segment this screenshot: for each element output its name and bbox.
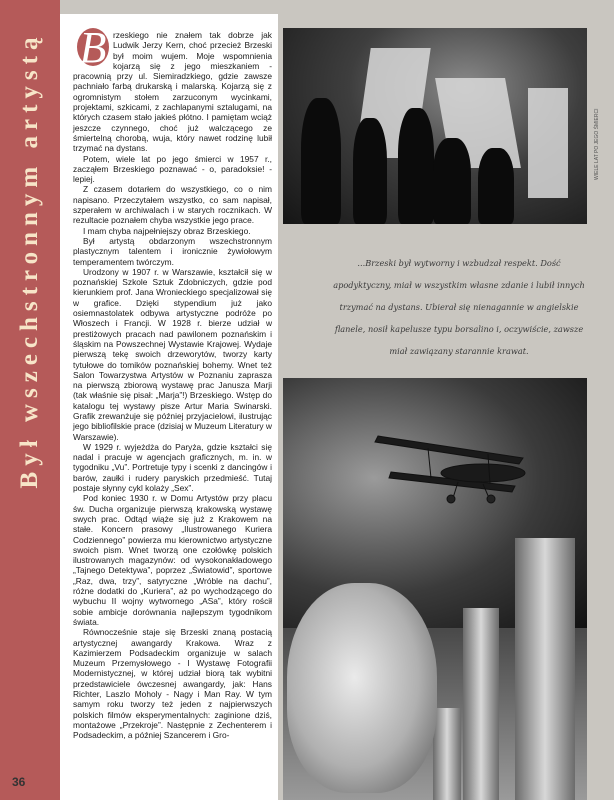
studio-photo — [283, 28, 587, 224]
pull-quote: ...Brzeski był wytworny i wzbudzał respekt. Dość apodyktyczny, miał w wszystkim własne zdanie i lubił innych trzymać na dystans. Ubierał się nienagannie w angielskie flanele, nosił kapelusze typu borsalino i, oczywiście, zawsze miał zawiązany starannie krawat. — [333, 258, 585, 356]
vertical-title: Był wszechstronnym artystą — [16, 31, 43, 489]
person-silhouette — [478, 148, 514, 224]
photo-side-caption: WIELE LAT PO JEGO ŚMIERCI — [594, 108, 600, 180]
person-silhouette — [433, 138, 471, 224]
ruin-column — [433, 708, 461, 800]
classical-head-sculpture — [287, 583, 437, 793]
dropcap: B — [77, 28, 109, 66]
person-silhouette — [353, 118, 387, 224]
article-paragraph: Był artystą obdarzonym wszechstronnym plastycznym talentem i ironicznie żywiołowym temperamentem twórczym. — [73, 235, 272, 267]
person-silhouette — [301, 98, 341, 224]
article-paragraph: Z czasem dotarłem do wszystkiego, co o nim napisano. Przeczytałem wszystko, co sam napisał, szperałem w archiwalach i w starych rocznikach. W rezultacie poznałem chyba wszystkie jego prace. — [73, 184, 272, 226]
ruin-column — [463, 608, 499, 800]
article-paragraph: Równocześnie staje się Brzeski znaną postacią artystycznej awangardy Krakowa. Wraz z Kazimierzem Podsadeckim organizuje w salach Muzeum Przemysłowego - I Wystawę Fotografii Modernistycznej, w której udział biorą tak wybitni przedstawiciele ówczesnej awangardy, jak: Hans Richter, Laszlo Moholy - Nagy i Man Ray. W tym samym roku tworzy też jeden z najpierwszych polskich filmów eksperymentalnych: zaginione dziś, montażowe „Przekroje”. Następnie z Zechenterem i Podsadeckim, a później Szancerem i Gro- — [73, 627, 272, 741]
article-paragraph: Pod koniec 1930 r. w Domu Artystów przy placu św. Ducha organizuje pierwszą krakowską wystawę swych prac. Odtąd wiąże się już z Krakowem na stałe. Koncern prasowy „Ilustrowanego Kuriera Codziennego” powierza mu kierownictwo artystyczne swoich pism. Wnet tworzą one czołówkę polskich ilustrowanych magazynów: od wysokonakładowego „Tajnego Detektywa”, poprzez „Światowid”, sportowe „Raz, dwa, trzy”, satyryczne „Wróble na dachu”, różne dodatki do „Kuriera”, aż po wychodzącego do wybuchu II wojny wytwornego „ASa”, który rościł sobie ambicje dorównania najlepszym tygodnikom świata. — [73, 493, 272, 627]
article-body — [73, 23, 272, 741]
easel-canvas — [528, 88, 568, 198]
page-number: 36 — [12, 775, 26, 789]
article-paragraph: Urodzony w 1907 r. w Warszawie, kształcił się w poznańskiej Szkole Sztuk Zdobniczych, gdzie pod kierunkiem prof. Jana Wronieckiego specjalizował się w grafice. Dzięki stypendium już jako osiemnastolatek odbywa artystyczne podróże po Włoszech i Francji. W 1928 r. bierze udział w prestiżowych pracach nad pawilonem poznańskim i śląskim na Powszechnej Wystawie Krajowej. Wydaje pierwszą tekę swoich drzeworytów, tworzy karty tytułowe do tomików poznańskiej bohemy. Wnet też Salon Towarzystwa Artystów w Poznaniu zaprasza na pierwszą zbiorową wystawę prac Janusza Marji (tak właśnie się pisał: „Marja”!) Brzeskiego. Wstęp do katalogu tej wystawy pisze Artur Maria Swinarski. Grafik zrewanżuje się później przyjacielowi, ilustrując jego bibliofilskie prace (dzisiaj w Muzeum Literatury w Warszawie). — [73, 266, 272, 442]
article-paragraph-1: B rzeskiego nie znałem tak dobrze jak Ludwik Jerzy Kern, choć przecież Brzeski był moim wujem. Moje wspomnienia kojarzą się z jego mieszkaniem - pracownią przy ul. Siemiradzkiego, gdzie zawsze pachniało farbą drukarską i malarską. Kojarzą się z ogromnistym stołem zarzuconym wycinkami, projektami, szkicami, z zachlapanymi sztalugami, na których czasem stało jakieś płótno. I pamiętam wciąż jeszcze czynnego, choć już walczącego ze śmiertelną chorobą, wuja, który nawet rodzinę lubił trzymać na dystans. — [73, 23, 272, 154]
person-silhouette — [398, 108, 434, 224]
collage-photo — [283, 378, 587, 800]
article-paragraph: Potem, wiele lat po jego śmierci w 1957 r., zacząłem Brzeskiego poznawać - o, paradoksie! - lepiej. — [73, 153, 272, 185]
ruin-column — [515, 538, 575, 800]
article-paragraph: W 1929 r. wyjeżdża do Paryża, gdzie kształci się nadal i pracuje w agencjach graficznych, m. in. w tygodniku „Vu”. Portretuje typy i scenki z dancingów i barów, zaułki i rudery paryskich przedmieść. Tutaj postaje słynny cykl kolaży „Sex”. — [73, 441, 272, 494]
article-paragraph: I mam chyba najpełniejszy obraz Brzeskiego. — [83, 225, 251, 236]
